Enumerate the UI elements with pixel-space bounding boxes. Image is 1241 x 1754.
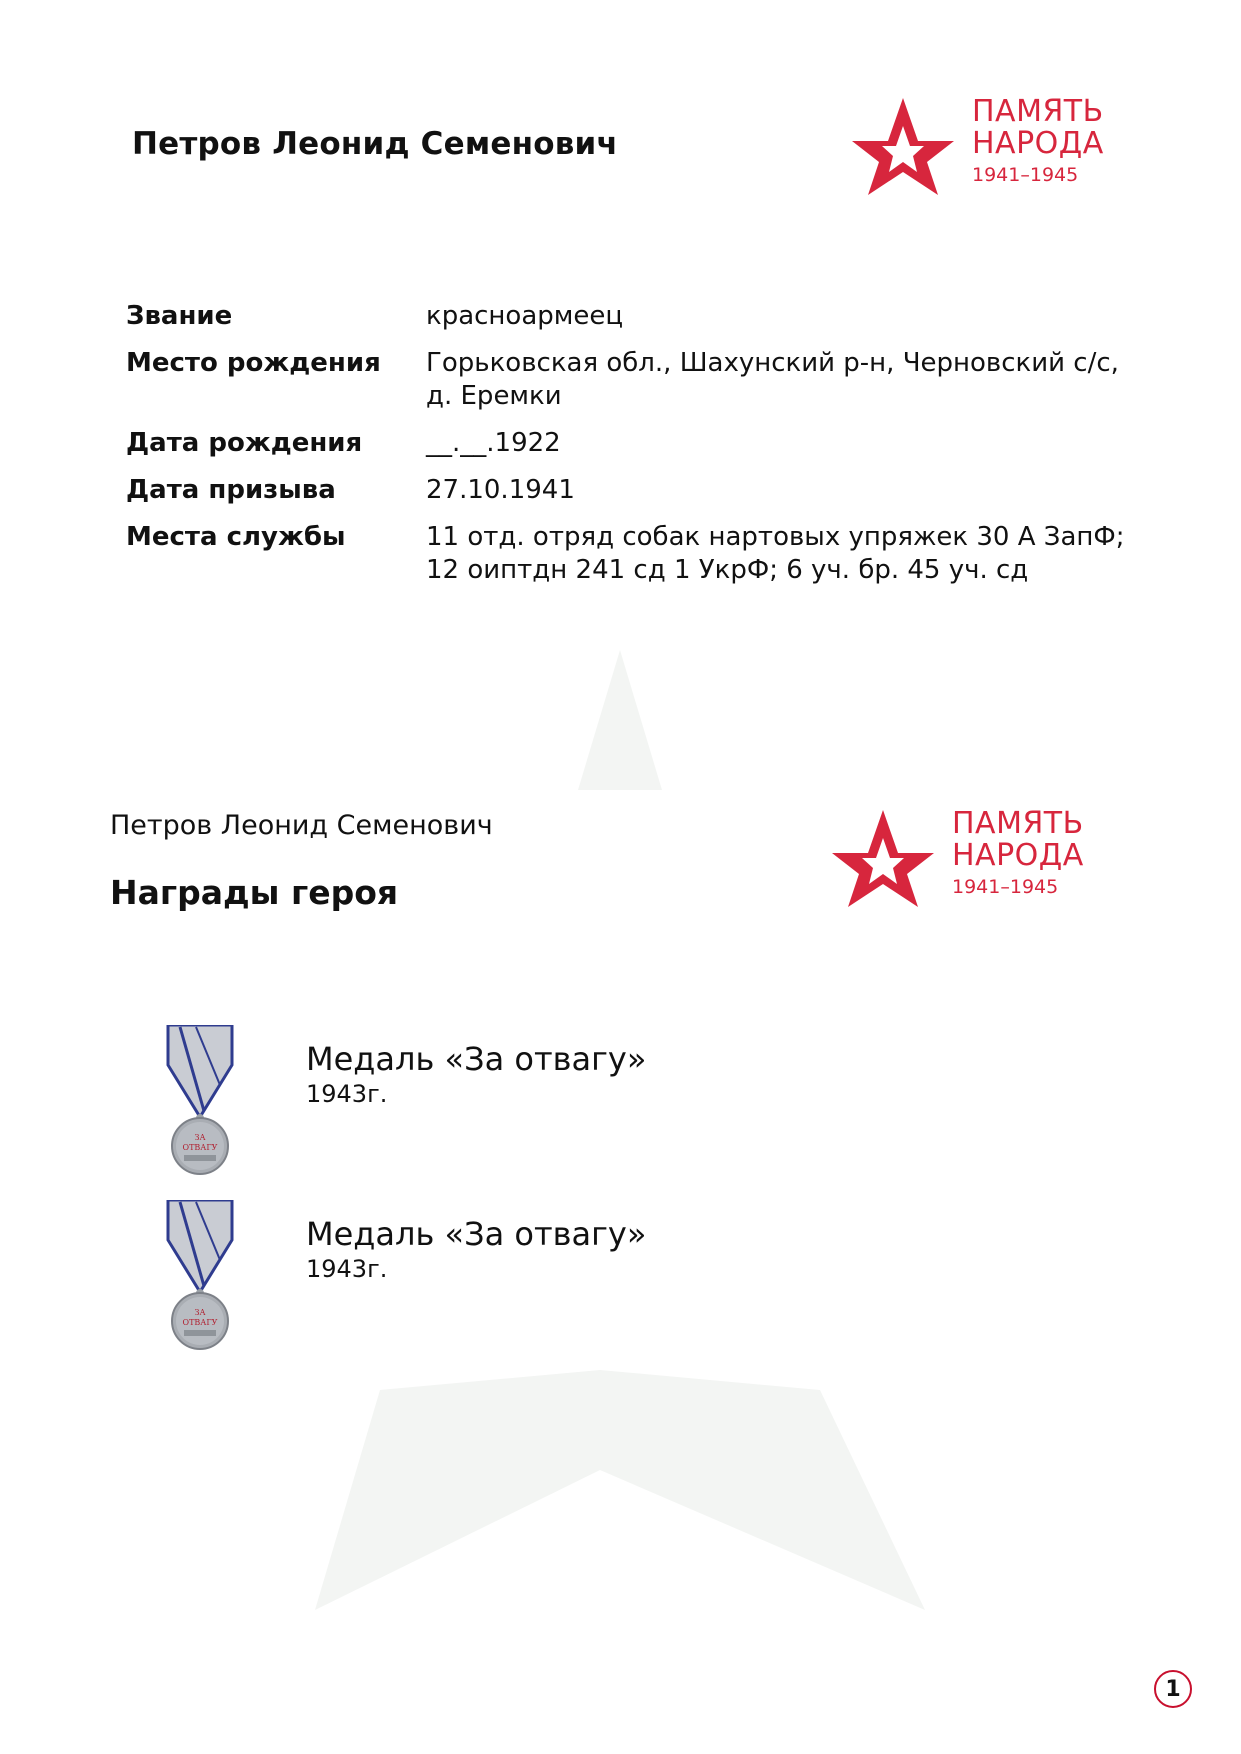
info-label: Звание <box>126 301 233 331</box>
medal-for-courage-icon <box>160 1025 240 1175</box>
svg-text:ОТВАГУ: ОТВАГУ <box>182 1143 218 1152</box>
award-item <box>160 1025 646 1175</box>
info-value: красноармеец <box>426 301 624 331</box>
pamyat-naroda-logo <box>850 96 1104 196</box>
medal-for-courage-icon <box>160 1200 240 1350</box>
logo-years: 1941–1945 <box>972 164 1079 186</box>
logo-line1: ПАМЯТЬ <box>952 806 1084 841</box>
page-number: 1 <box>1154 1670 1192 1708</box>
logo-line2: НАРОДА <box>952 838 1084 873</box>
info-value: 27.10.1941 <box>426 475 575 505</box>
svg-text:ЗА: ЗА <box>194 1308 206 1317</box>
award-date: 1943г. <box>306 1255 388 1283</box>
info-value: Горьковская обл., Шахунский р-н, Черновский с/с, д. Еремки <box>426 348 1119 411</box>
award-title: Медаль «За отвагу» <box>306 1215 647 1253</box>
red-star-icon <box>830 808 936 908</box>
pamyat-naroda-logo-2 <box>830 808 1084 908</box>
award-title: Медаль «За отвагу» <box>306 1040 647 1078</box>
hero-info-table <box>126 300 1126 601</box>
logo-line1: ПАМЯТЬ <box>972 94 1104 129</box>
info-row-draft-date <box>126 474 1126 507</box>
hero-name: Петров Леонид Семенович <box>132 126 618 162</box>
info-row-birthplace <box>126 347 1126 413</box>
info-row-service-places <box>126 521 1126 587</box>
logo-line2: НАРОДА <box>972 126 1104 161</box>
info-row-rank <box>126 300 1126 333</box>
info-label: Дата призыва <box>126 475 336 505</box>
info-value: __.__.1922 <box>426 428 561 458</box>
svg-text:ОТВАГУ: ОТВАГУ <box>182 1318 218 1327</box>
award-item <box>160 1200 646 1350</box>
info-label: Дата рождения <box>126 428 363 458</box>
info-value: 11 отд. отряд собак нартовых упряжек 30 А ЗапФ; 12 оиптдн 241 сд 1 УкрФ; 6 уч. бр. 45 уч. сд <box>426 522 1125 585</box>
info-row-birthdate <box>126 427 1126 460</box>
info-label: Место рождения <box>126 348 381 378</box>
info-label: Места службы <box>126 522 346 552</box>
svg-text:ЗА: ЗА <box>194 1133 206 1142</box>
award-date: 1943г. <box>306 1080 388 1108</box>
awards-hero-name: Петров Леонид Семенович <box>110 810 493 841</box>
logo-years: 1941–1945 <box>952 876 1059 898</box>
red-star-icon <box>850 96 956 196</box>
awards-title: Награды героя <box>110 873 399 912</box>
